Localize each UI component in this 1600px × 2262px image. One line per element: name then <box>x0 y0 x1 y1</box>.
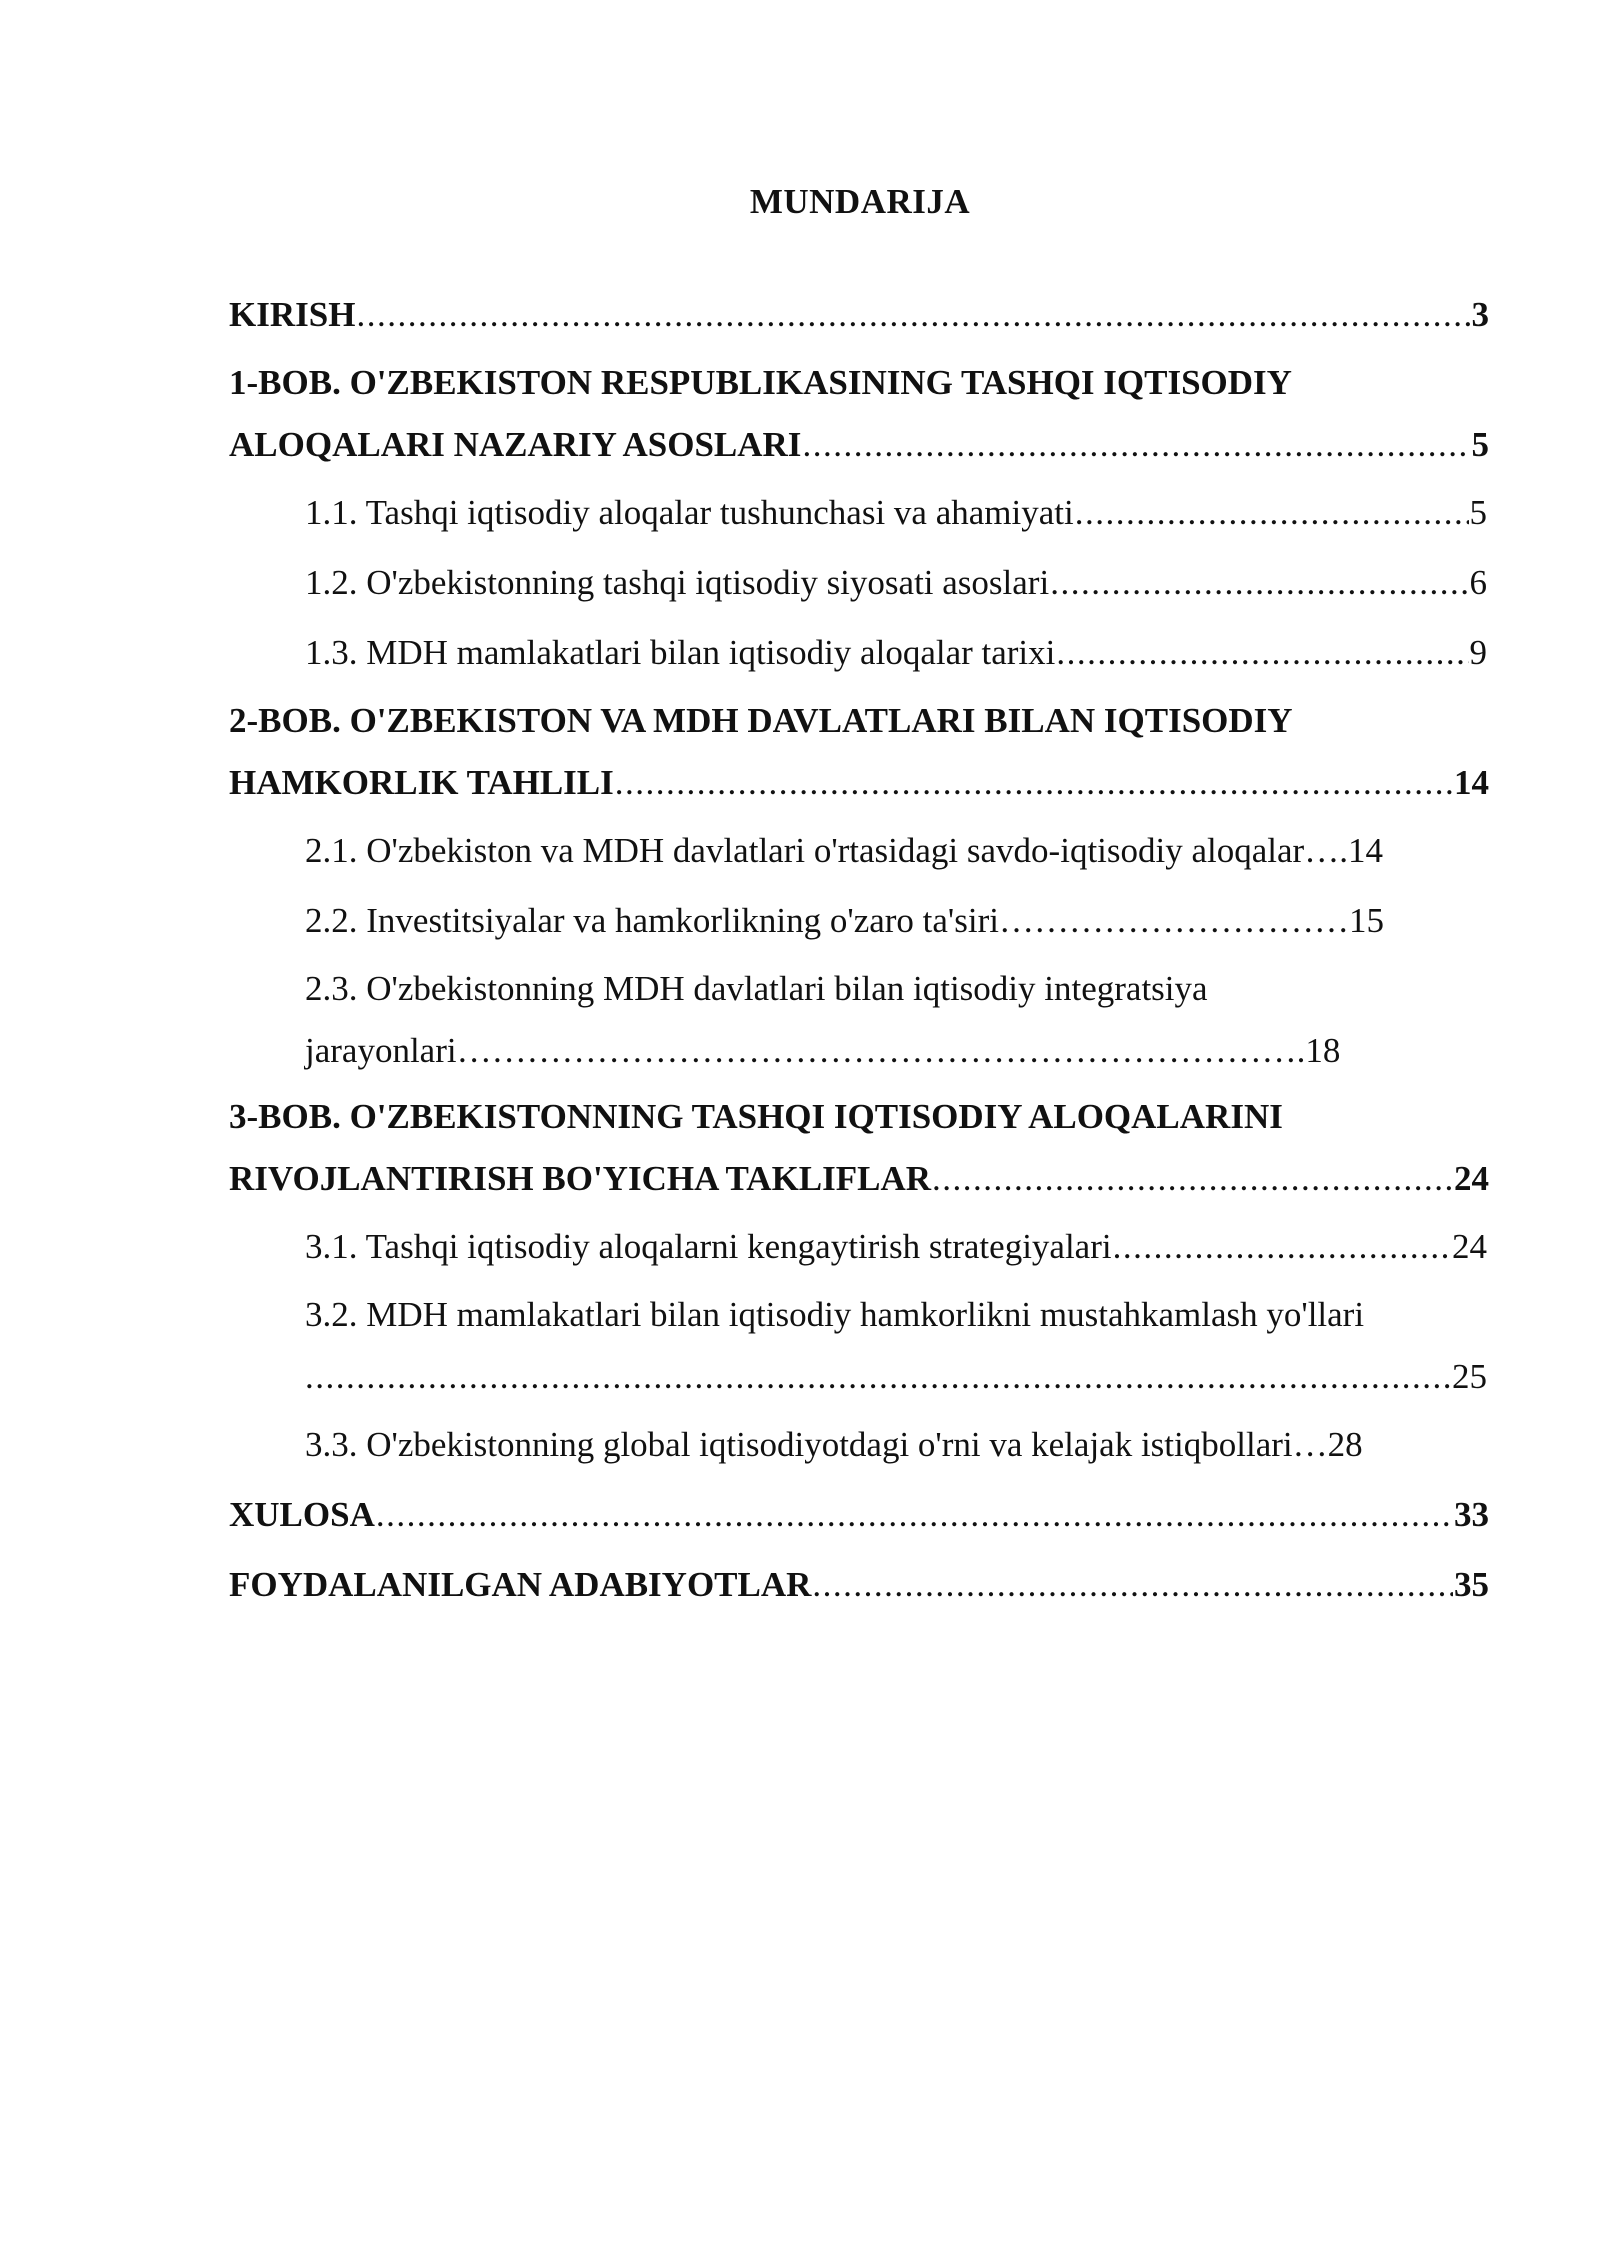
toc-label: 3.1. Tashqi iqtisodiy aloqalarni kengaytirish strategiyalari <box>305 1227 1112 1266</box>
toc-entry-chapter-3-line-1[interactable] <box>229 1084 1489 1150</box>
toc-entry-section-2-3-line-2[interactable] <box>229 1018 1489 1084</box>
toc-label: 2.3. O'zbekistonning MDH davlatlari bilan iqtisodiy integratsiya <box>305 969 1208 1008</box>
toc-page-number: 24 <box>1454 1159 1489 1198</box>
toc-label: 1.1. Tashqi iqtisodiy aloqalar tushunchasi va ahamiyati <box>305 493 1074 532</box>
toc-label: 1.2. O'zbekistonning tashqi iqtisodiy siyosati asoslari <box>305 563 1050 602</box>
toc-page-number: 5 <box>1471 425 1489 464</box>
toc-leader-dots <box>376 1480 1453 1550</box>
toc-page-number: 33 <box>1454 1495 1489 1534</box>
toc-entry-section-3-2-line-2[interactable] <box>229 1344 1487 1410</box>
toc-label: 1.3. MDH mamlakatlari bilan iqtisodiy aloqalar tarixi <box>305 633 1056 672</box>
toc-label: XULOSA <box>229 1495 375 1534</box>
toc-page-number: 14 <box>1454 763 1489 802</box>
toc-leader-dots <box>1113 1212 1451 1282</box>
toc-entry-section-2-3-line-1[interactable] <box>229 956 1489 1022</box>
toc-entry-chapter-3-line-2[interactable] <box>229 1146 1489 1212</box>
toc-leader-dots <box>615 750 1453 816</box>
toc-entry-section-1-3[interactable] <box>229 618 1487 688</box>
toc-label: ALOQALARI NAZARIY ASOSLARI <box>229 425 802 464</box>
toc-leader-dots <box>1075 478 1469 548</box>
toc-page-number: 24 <box>1452 1227 1487 1266</box>
toc-page-number: 6 <box>1469 563 1487 602</box>
table-of-contents <box>229 280 1489 1620</box>
toc-leader-dots <box>1056 618 1468 688</box>
page-title: MUNDARIJA <box>749 182 971 221</box>
toc-label: KIRISH <box>229 295 356 334</box>
toc-entry-chapter-2-line-1[interactable] <box>229 688 1489 754</box>
toc-label: jarayonlari……………………………………………………………….18 <box>305 1031 1341 1070</box>
toc-leader-dots <box>802 412 1470 478</box>
toc-page-number: 25 <box>1452 1357 1487 1396</box>
toc-entry-section-1-1[interactable] <box>229 478 1487 548</box>
toc-entry-conclusion[interactable] <box>229 1480 1489 1550</box>
toc-label: 3-BOB. O'ZBEKISTONNING TASHQI IQTISODIY ALOQALARINI <box>229 1097 1283 1136</box>
toc-leader-dots <box>932 1146 1453 1212</box>
toc-label: 3.3. O'zbekistonning global iqtisodiyotdagi o'rni va kelajak istiqbollari…28 <box>305 1425 1363 1464</box>
toc-label: HAMKORLIK TAHLILI <box>229 763 614 802</box>
toc-leader-dots <box>305 1344 1451 1410</box>
toc-label: 3.2. MDH mamlakatlari bilan iqtisodiy hamkorlikni mustahkamlash yo'llari <box>305 1295 1365 1334</box>
toc-page-number: 5 <box>1469 493 1487 532</box>
toc-page-number: 3 <box>1471 295 1489 334</box>
toc-entry-section-2-1[interactable] <box>229 816 1489 886</box>
toc-entry-references[interactable] <box>229 1550 1489 1620</box>
toc-entry-section-3-1[interactable] <box>229 1212 1487 1282</box>
toc-page-number: 35 <box>1454 1565 1489 1604</box>
toc-label: 2.1. O'zbekiston va MDH davlatlari o'rtasidagi savdo-iqtisodiy aloqalar….14 <box>305 831 1383 870</box>
toc-entry-section-1-2[interactable] <box>229 548 1487 618</box>
toc-entry-intro[interactable] <box>229 280 1489 350</box>
toc-label: 1-BOB. O'ZBEKISTON RESPUBLIKASINING TASHQI IQTISODIY <box>229 363 1292 402</box>
toc-entry-chapter-1-line-2[interactable] <box>229 412 1489 478</box>
toc-entry-chapter-2-line-2[interactable] <box>229 750 1489 816</box>
toc-label: 2-BOB. O'ZBEKISTON VA MDH DAVLATLARI BILAN IQTISODIY <box>229 701 1293 740</box>
toc-leader-dots <box>1050 548 1468 618</box>
toc-entry-chapter-1-line-1[interactable] <box>229 350 1489 416</box>
toc-label: 2.2. Investitsiyalar va hamkorlikning o'zaro ta'siri…………………………15 <box>305 901 1384 940</box>
toc-entry-section-3-3[interactable] <box>229 1410 1489 1480</box>
toc-page-number: 9 <box>1469 633 1487 672</box>
toc-entry-section-2-2[interactable] <box>229 886 1489 956</box>
toc-leader-dots <box>356 280 1470 350</box>
toc-entry-section-3-2-line-1[interactable] <box>229 1282 1489 1348</box>
toc-leader-dots <box>812 1550 1453 1620</box>
toc-label: RIVOJLANTIRISH BO'YICHA TAKLIFLAR <box>229 1159 932 1198</box>
toc-label: FOYDALANILGAN ADABIYOTLAR <box>229 1565 812 1604</box>
